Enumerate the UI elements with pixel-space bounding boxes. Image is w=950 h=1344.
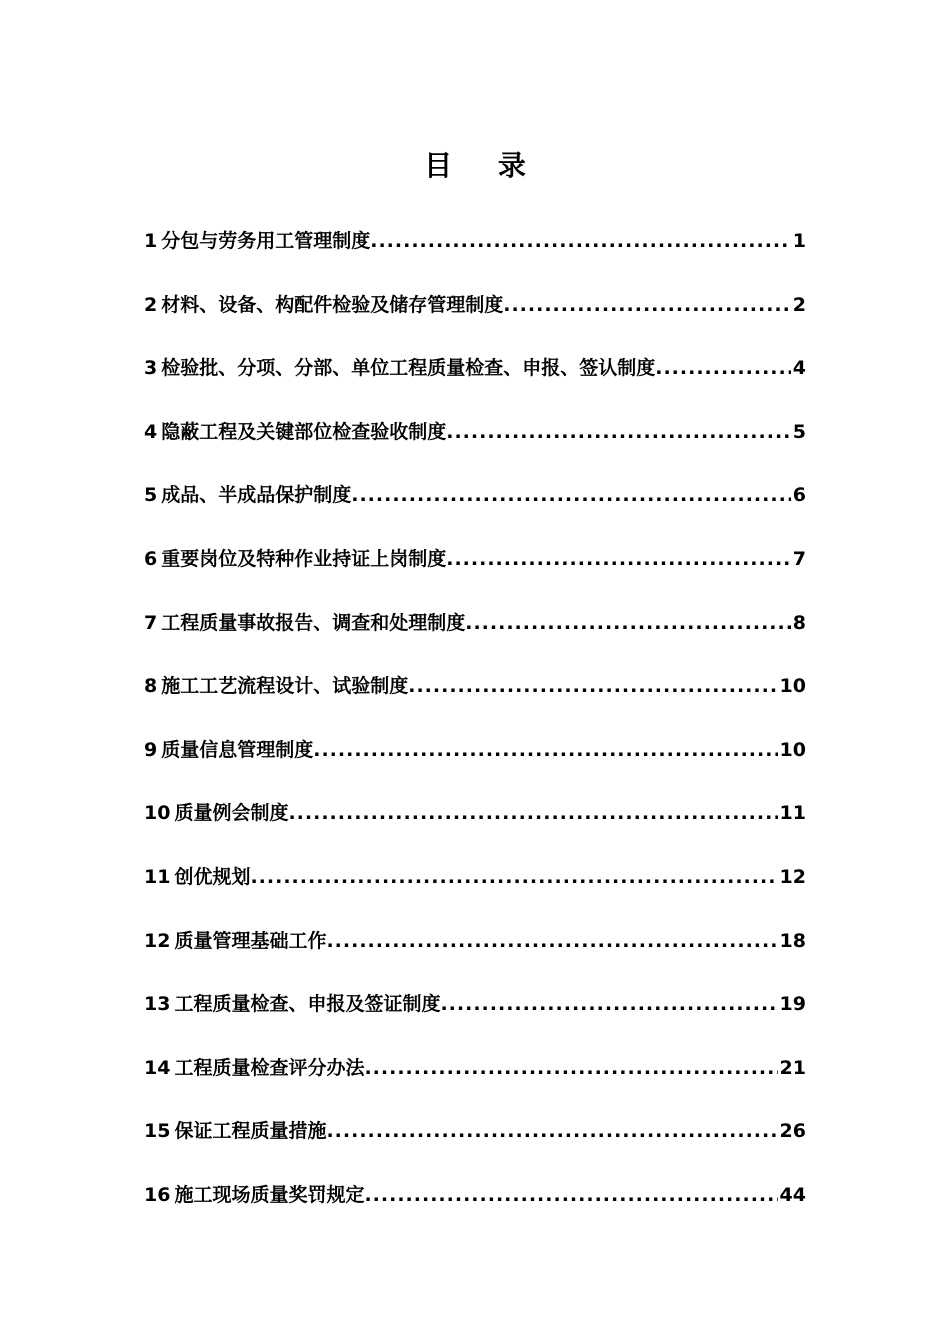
toc-entry[interactable] xyxy=(144,288,806,352)
toc-entry-text: 材料、设备、构配件检验及储存管理制度 xyxy=(161,293,504,316)
toc-entry-page: 21 xyxy=(779,1056,806,1079)
toc-entry[interactable] xyxy=(144,924,806,988)
toc-entry[interactable] xyxy=(144,1051,806,1115)
toc-entry-text: 质量例会制度 xyxy=(174,802,289,825)
toc-entry-text: 工程质量检查、申报及签证制度 xyxy=(174,993,441,1016)
toc-entry-number: 4 xyxy=(144,420,158,443)
toc-entry-text: 施工工艺流程设计、试验制度 xyxy=(161,675,409,698)
toc-entry[interactable] xyxy=(144,987,806,1051)
toc-title: 目 录 xyxy=(424,149,544,182)
toc-entry-number: 2 xyxy=(144,293,158,316)
toc-dot-leader xyxy=(250,860,777,894)
toc-entry-number: 1 xyxy=(144,230,158,252)
toc-entry-text: 分包与劳务用工管理制度 xyxy=(161,230,371,252)
toc-entry-number: 13 xyxy=(144,993,171,1016)
toc-entry-number: 8 xyxy=(144,675,158,698)
toc-dot-leader xyxy=(351,478,791,512)
toc-dot-leader xyxy=(288,796,777,830)
toc-entry-text: 工程质量事故报告、调查和处理制度 xyxy=(161,611,466,634)
toc-dot-leader xyxy=(655,351,791,385)
toc-entry-page: 1 xyxy=(792,230,806,252)
toc-entry-page: 5 xyxy=(792,420,806,443)
toc-entry-text: 保证工程质量措施 xyxy=(174,1120,327,1143)
toc-entry[interactable] xyxy=(144,796,806,860)
toc-entry-text: 隐蔽工程及关键部位检查验收制度 xyxy=(161,420,447,443)
toc-entry[interactable] xyxy=(144,606,806,670)
toc-entry-page: 44 xyxy=(779,1183,806,1206)
toc-entry-page: 19 xyxy=(779,993,806,1016)
toc-entry-page: 7 xyxy=(792,547,806,570)
toc-entry[interactable] xyxy=(144,351,806,415)
toc-entry-number: 11 xyxy=(144,865,171,888)
toc-entry-page: 6 xyxy=(792,484,806,507)
toc-dot-leader xyxy=(326,1114,777,1148)
toc-entry-text: 质量管理基础工作 xyxy=(174,929,327,952)
toc-entry-number: 7 xyxy=(144,611,158,634)
toc-dot-leader xyxy=(370,224,791,258)
toc-dot-leader xyxy=(364,1178,777,1212)
toc-dot-leader xyxy=(440,987,777,1021)
toc-dot-leader xyxy=(326,924,777,958)
toc-entry-text: 成品、半成品保护制度 xyxy=(161,484,352,507)
toc-entry[interactable] xyxy=(144,860,806,924)
toc-entry-text: 质量信息管理制度 xyxy=(161,738,314,761)
table-of-contents xyxy=(144,224,806,1242)
toc-entry-number: 9 xyxy=(144,738,158,761)
toc-entry[interactable] xyxy=(144,1114,806,1178)
toc-entry-number: 6 xyxy=(144,547,158,570)
toc-entry-page: 12 xyxy=(779,865,806,888)
toc-entry[interactable] xyxy=(144,542,806,606)
toc-dot-leader xyxy=(465,606,791,640)
toc-entry-page: 10 xyxy=(779,675,806,698)
toc-dot-leader xyxy=(313,733,777,767)
toc-entry-text: 创优规划 xyxy=(174,865,251,888)
toc-entry-page: 2 xyxy=(792,293,806,316)
toc-entry-number: 15 xyxy=(144,1120,171,1143)
toc-entry-number: 16 xyxy=(144,1183,171,1206)
toc-entry-page: 10 xyxy=(779,738,806,761)
toc-entry-text: 重要岗位及特种作业持证上岗制度 xyxy=(161,547,447,570)
toc-entry-text: 工程质量检查评分办法 xyxy=(174,1056,365,1079)
toc-entry-number: 3 xyxy=(144,357,158,380)
toc-entry-text: 施工现场质量奖罚规定 xyxy=(174,1183,365,1206)
toc-dot-leader xyxy=(446,415,791,449)
toc-dot-leader xyxy=(408,669,777,703)
toc-entry-page: 18 xyxy=(779,929,806,952)
toc-entry-page: 8 xyxy=(792,611,806,634)
toc-entry[interactable] xyxy=(144,669,806,733)
toc-entry-number: 12 xyxy=(144,929,171,952)
toc-dot-leader xyxy=(364,1051,777,1085)
toc-entry-text: 检验批、分项、分部、单位工程质量检查、申报、签认制度 xyxy=(161,357,656,380)
toc-entry[interactable] xyxy=(144,1178,806,1242)
toc-entry[interactable] xyxy=(144,224,806,288)
toc-entry-page: 11 xyxy=(779,802,806,825)
toc-entry-number: 10 xyxy=(144,802,171,825)
toc-entry-number: 14 xyxy=(144,1056,171,1079)
toc-entry[interactable] xyxy=(144,733,806,797)
toc-entry[interactable] xyxy=(144,478,806,542)
toc-dot-leader xyxy=(446,542,791,576)
toc-entry[interactable] xyxy=(144,415,806,479)
toc-entry-number: 5 xyxy=(144,484,158,507)
toc-entry-page: 4 xyxy=(792,357,806,380)
toc-entry-page: 26 xyxy=(779,1120,806,1143)
toc-dot-leader xyxy=(503,288,791,322)
